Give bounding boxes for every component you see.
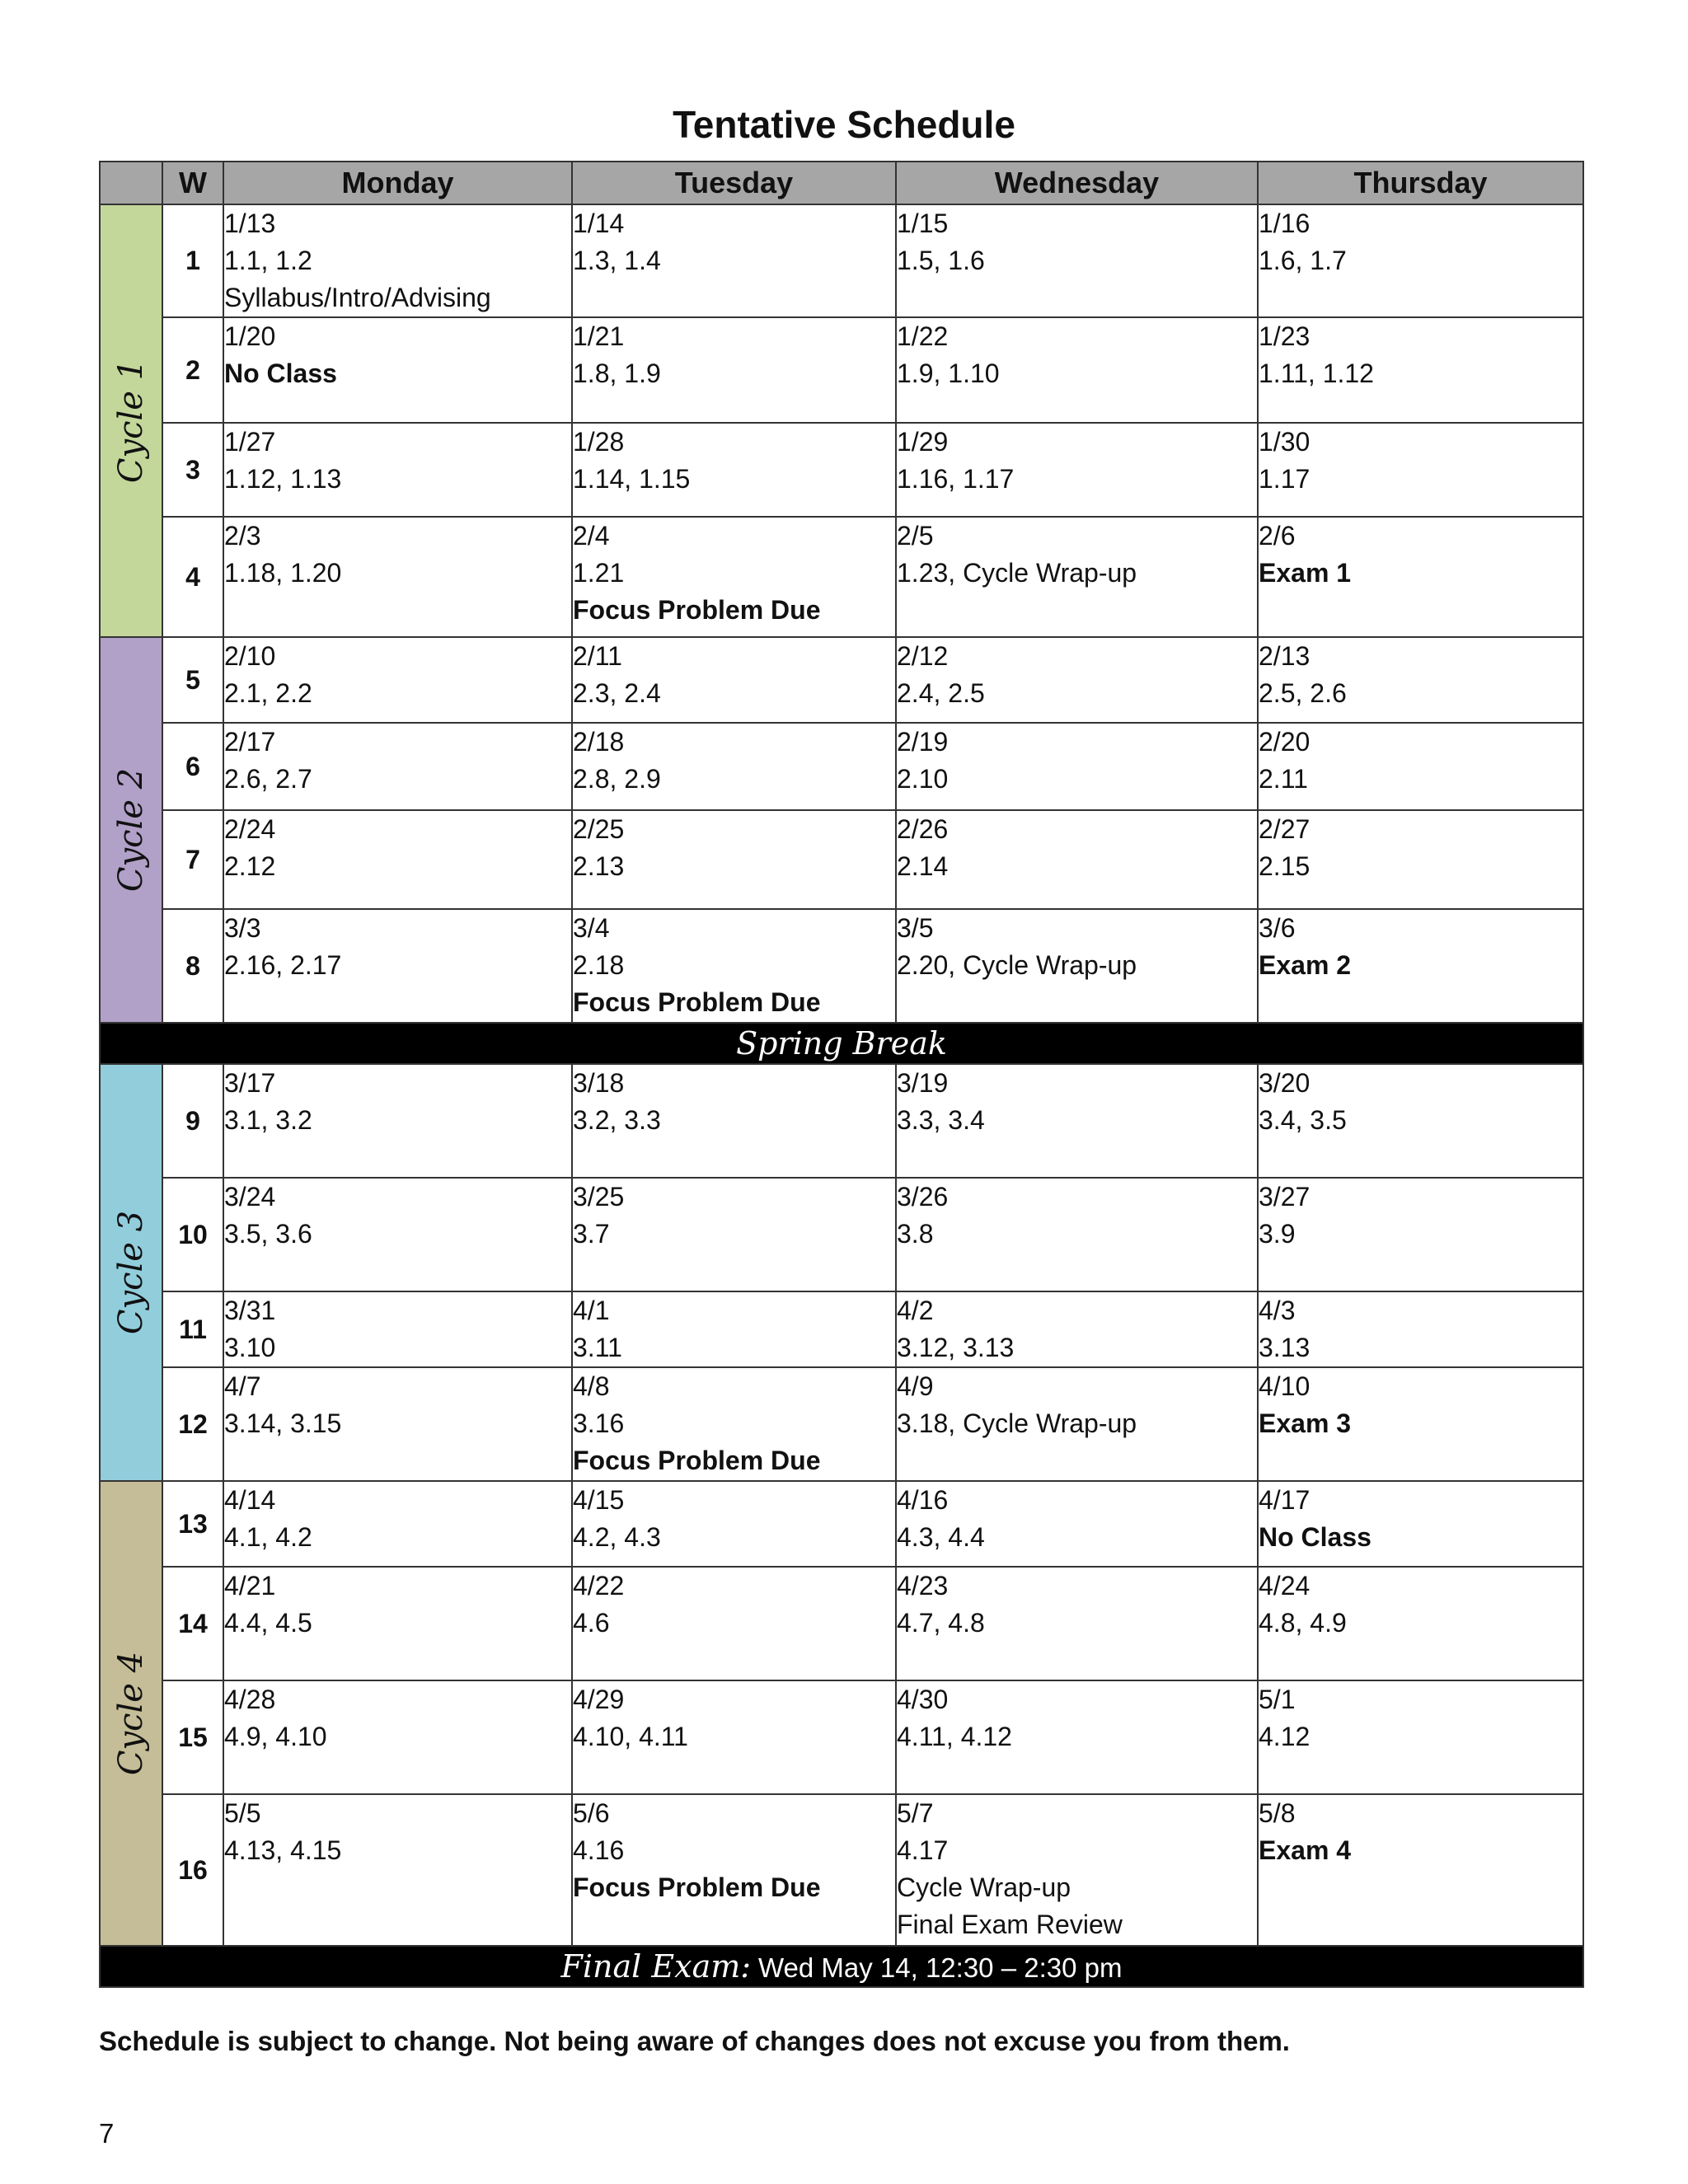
cell-line: 2/18	[573, 727, 625, 757]
monday-cell	[223, 1064, 572, 1178]
monday-cell	[223, 1481, 572, 1567]
cell-line: 2/4	[573, 521, 610, 551]
cell-line: 1.11, 1.12	[1259, 359, 1374, 388]
wednesday-cell	[896, 204, 1258, 317]
tuesday-cell	[572, 517, 896, 637]
tuesday-column-header: Tuesday	[572, 162, 896, 204]
cell-line: 2.16, 2.17	[224, 950, 342, 980]
cycle-label: Cycle 2	[112, 767, 150, 893]
schedule-disclaimer: Schedule is subject to change. Not being aware of changes does not excuse you from them.	[99, 2026, 1290, 2056]
cell-line: 3.11	[573, 1333, 622, 1362]
monday-cell	[223, 204, 572, 317]
thursday-cell	[1258, 909, 1583, 1023]
cell-line: Exam 3	[1259, 1408, 1352, 1438]
wednesday-cell	[896, 1680, 1258, 1794]
week-column-header: W	[162, 162, 223, 204]
cycle-1-band	[100, 204, 162, 637]
wednesday-cell	[896, 1178, 1258, 1291]
week-row	[100, 723, 1583, 810]
cell-line: 3.7	[573, 1219, 610, 1249]
cell-line: 1.14, 1.15	[573, 464, 691, 494]
week-row	[100, 1178, 1583, 1291]
cell-line: 1.3, 1.4	[573, 246, 661, 275]
cell-line: 4/24	[1259, 1571, 1311, 1601]
cell-line: 4.6	[573, 1608, 610, 1638]
cell-line: 3.14, 3.15	[224, 1408, 342, 1438]
wednesday-cell	[896, 1367, 1258, 1481]
cell-line: 4/16	[897, 1485, 949, 1515]
cell-line: 4/28	[224, 1685, 276, 1714]
cell-line: 3.2, 3.3	[573, 1105, 661, 1135]
wednesday-cell	[896, 810, 1258, 909]
cell-line: 2/26	[897, 814, 949, 844]
week-number: 7	[162, 810, 223, 909]
cycle-4-band	[100, 1481, 162, 1946]
thursday-column-header: Thursday	[1258, 162, 1583, 204]
cell-line: Focus Problem Due	[573, 1446, 821, 1475]
cell-line: 1/27	[224, 427, 276, 457]
cell-line: 5/8	[1259, 1798, 1296, 1828]
cell-line: 2.15	[1259, 851, 1311, 881]
cell-line: 1/30	[1259, 427, 1311, 457]
week-row	[100, 810, 1583, 909]
cell-line: 4/22	[573, 1571, 625, 1601]
cell-line: 3/6	[1259, 913, 1296, 943]
spring-break-row-cell	[100, 1023, 1583, 1064]
cell-line: 4/8	[573, 1371, 610, 1401]
cell-line: 4/9	[897, 1371, 934, 1401]
cycle-label: Cycle 4	[112, 1651, 150, 1776]
tuesday-cell	[572, 1481, 896, 1567]
cell-line: 5/1	[1259, 1685, 1296, 1714]
monday-cell	[223, 909, 572, 1023]
wednesday-cell	[896, 1291, 1258, 1367]
cell-line: 3.13	[1259, 1333, 1311, 1362]
cell-line: 3/17	[224, 1068, 276, 1098]
cell-line: 3.16	[573, 1408, 625, 1438]
cell-line: 2.4, 2.5	[897, 678, 985, 708]
cell-line: 4.13, 4.15	[224, 1835, 342, 1865]
tuesday-cell	[572, 204, 896, 317]
cell-line: Syllabus/Intro/Advising	[224, 283, 491, 312]
week-number: 16	[162, 1794, 223, 1946]
wednesday-cell	[896, 1794, 1258, 1946]
thursday-cell	[1258, 1481, 1583, 1567]
cell-line: 3/20	[1259, 1068, 1311, 1098]
cell-line: 3/5	[897, 913, 934, 943]
cell-line: 2/20	[1259, 727, 1311, 757]
week-number: 14	[162, 1567, 223, 1680]
cell-line: 2.3, 2.4	[573, 678, 661, 708]
cell-line: 3.8	[897, 1219, 934, 1249]
monday-cell	[223, 423, 572, 517]
cell-line: 2/5	[897, 521, 934, 551]
cell-line: 2.6, 2.7	[224, 764, 312, 794]
week-number: 1	[162, 204, 223, 317]
week-row	[100, 1291, 1583, 1367]
week-row	[100, 1567, 1583, 1680]
monday-cell	[223, 317, 572, 423]
cell-line: 1.18, 1.20	[224, 558, 342, 588]
monday-cell	[223, 723, 572, 810]
spring-break-row	[100, 1023, 1583, 1064]
cell-line: 1.1, 1.2	[224, 246, 312, 275]
cell-line: 5/6	[573, 1798, 610, 1828]
cell-line: 2/13	[1259, 641, 1311, 671]
page-number: 7	[99, 2118, 115, 2149]
cell-line: 1/16	[1259, 209, 1311, 238]
week-number: 3	[162, 423, 223, 517]
cell-line: 4/1	[573, 1296, 610, 1325]
thursday-cell	[1258, 637, 1583, 723]
thursday-cell	[1258, 810, 1583, 909]
cell-line: 3.10	[224, 1333, 276, 1362]
cell-line: 3/4	[573, 913, 610, 943]
tuesday-cell	[572, 1178, 896, 1291]
cell-line: 1/29	[897, 427, 949, 457]
cell-line: 2.14	[897, 851, 949, 881]
cell-line: 1/15	[897, 209, 949, 238]
wednesday-cell	[896, 637, 1258, 723]
wednesday-cell	[896, 1567, 1258, 1680]
cell-line: 1/20	[224, 321, 276, 351]
cell-line: 3/3	[224, 913, 261, 943]
week-number: 10	[162, 1178, 223, 1291]
cell-line: Focus Problem Due	[573, 1872, 821, 1902]
cell-line: 1.23, Cycle Wrap-up	[897, 558, 1137, 588]
cell-line: 1/22	[897, 321, 949, 351]
week-row	[100, 1680, 1583, 1794]
cell-line: 3.12, 3.13	[897, 1333, 1015, 1362]
thursday-cell	[1258, 1178, 1583, 1291]
tuesday-cell	[572, 1794, 896, 1946]
cycle-2-band	[100, 637, 162, 1023]
cell-line: 4.9, 4.10	[224, 1722, 327, 1751]
wednesday-cell	[896, 317, 1258, 423]
final-exam-detail: Wed May 14, 12:30 – 2:30 pm	[757, 1952, 1123, 1983]
week-number: 5	[162, 637, 223, 723]
thursday-cell	[1258, 517, 1583, 637]
cell-line: 3/27	[1259, 1182, 1311, 1212]
tuesday-cell	[572, 1064, 896, 1178]
thursday-cell	[1258, 317, 1583, 423]
final-exam-label: Final Exam:	[560, 1948, 752, 1985]
tuesday-cell	[572, 423, 896, 517]
thursday-cell	[1258, 1567, 1583, 1680]
cell-line: 1/13	[224, 209, 276, 238]
tuesday-cell	[572, 1680, 896, 1794]
cell-line: 3.18, Cycle Wrap-up	[897, 1408, 1137, 1438]
cell-line: 4.2, 4.3	[573, 1522, 661, 1552]
wednesday-cell	[896, 1064, 1258, 1178]
cell-line: 4.17	[897, 1835, 949, 1865]
wednesday-cell	[896, 1481, 1258, 1567]
cell-line: 3/26	[897, 1182, 949, 1212]
cell-line: 2/6	[1259, 521, 1296, 551]
monday-cell	[223, 517, 572, 637]
cell-line: 2.5, 2.6	[1259, 678, 1347, 708]
cell-line: 4.7, 4.8	[897, 1608, 985, 1638]
week-number: 2	[162, 317, 223, 423]
schedule-table	[99, 161, 1584, 1988]
week-row	[100, 1794, 1583, 1946]
cell-line: No Class	[224, 359, 337, 388]
cell-line: 4/15	[573, 1485, 625, 1515]
cell-line: 2.13	[573, 851, 625, 881]
cell-line: 3.3, 3.4	[897, 1105, 985, 1135]
monday-cell	[223, 810, 572, 909]
thursday-cell	[1258, 723, 1583, 810]
cycle-label: Cycle 1	[112, 359, 150, 483]
week-row	[100, 1367, 1583, 1481]
cell-line: 4/14	[224, 1485, 276, 1515]
cell-line: 4/21	[224, 1571, 276, 1601]
cell-line: 1.9, 1.10	[897, 359, 1000, 388]
cell-line: 4.3, 4.4	[897, 1522, 985, 1552]
tuesday-cell	[572, 810, 896, 909]
page-title: Tentative Schedule	[673, 103, 1015, 146]
cell-line: No Class	[1259, 1522, 1372, 1552]
tuesday-cell	[572, 723, 896, 810]
cell-line: 3.9	[1259, 1219, 1296, 1249]
tuesday-cell	[572, 1567, 896, 1680]
cell-line: 4/30	[897, 1685, 949, 1714]
week-row	[100, 909, 1583, 1023]
cell-line: 2.12	[224, 851, 276, 881]
wednesday-cell	[896, 723, 1258, 810]
week-number: 13	[162, 1481, 223, 1567]
cell-line: 1.12, 1.13	[224, 464, 342, 494]
thursday-cell	[1258, 1680, 1583, 1794]
cell-line: 4/17	[1259, 1485, 1311, 1515]
week-number: 8	[162, 909, 223, 1023]
cell-line: 2.18	[573, 950, 625, 980]
cell-line: Focus Problem Due	[573, 595, 821, 625]
wednesday-cell	[896, 909, 1258, 1023]
cycle-label: Cycle 3	[112, 1210, 150, 1335]
final-exam-row-cell	[100, 1946, 1583, 1987]
cell-line: 2/11	[573, 641, 622, 671]
week-row	[100, 1064, 1583, 1178]
cell-line: 4.11, 4.12	[897, 1722, 1012, 1751]
cell-line: 2/19	[897, 727, 949, 757]
cell-line: 1/28	[573, 427, 625, 457]
wednesday-column-header: Wednesday	[896, 162, 1258, 204]
week-row	[100, 637, 1583, 723]
cell-line: 4.10, 4.11	[573, 1722, 688, 1751]
cell-line: 2/10	[224, 641, 276, 671]
cell-line: 1.5, 1.6	[897, 246, 985, 275]
cell-line: 3.5, 3.6	[224, 1219, 312, 1249]
cell-line: 3.1, 3.2	[224, 1105, 312, 1135]
cell-line: 2.10	[897, 764, 949, 794]
cell-line: 2/25	[573, 814, 625, 844]
cell-line: 3/25	[573, 1182, 625, 1212]
cell-line: 4/29	[573, 1685, 625, 1714]
cell-line: 4/2	[897, 1296, 934, 1325]
cell-line: 5/5	[224, 1798, 261, 1828]
cell-line: Focus Problem Due	[573, 987, 821, 1017]
tuesday-cell	[572, 1367, 896, 1481]
cell-line: 1/14	[573, 209, 625, 238]
week-number: 4	[162, 517, 223, 637]
spring-break-label: Spring Break	[736, 1025, 947, 1062]
tuesday-cell	[572, 317, 896, 423]
monday-cell	[223, 637, 572, 723]
cell-line: 2/3	[224, 521, 261, 551]
cell-line: Final Exam Review	[897, 1910, 1123, 1939]
cell-line: 4.12	[1259, 1722, 1311, 1751]
cell-line: Exam 1	[1259, 558, 1352, 588]
thursday-cell	[1258, 1291, 1583, 1367]
week-number: 6	[162, 723, 223, 810]
cell-line: 4.16	[573, 1835, 625, 1865]
cell-line: 4/23	[897, 1571, 949, 1601]
week-row	[100, 423, 1583, 517]
monday-column-header: Monday	[223, 162, 572, 204]
cell-line: 1.6, 1.7	[1259, 246, 1347, 275]
thursday-cell	[1258, 1064, 1583, 1178]
final-exam-row	[100, 1946, 1583, 1987]
cell-line: 2/27	[1259, 814, 1311, 844]
cell-line: 2.20, Cycle Wrap-up	[897, 950, 1137, 980]
cell-line: 3/24	[224, 1182, 276, 1212]
cell-line: Exam 4	[1259, 1835, 1352, 1865]
cell-line: 1/21	[573, 321, 625, 351]
monday-cell	[223, 1178, 572, 1291]
tuesday-cell	[572, 1291, 896, 1367]
cell-line: 4/10	[1259, 1371, 1311, 1401]
cell-line: 4.8, 4.9	[1259, 1608, 1347, 1638]
cell-line: 1.17	[1259, 464, 1311, 494]
thursday-cell	[1258, 204, 1583, 317]
cell-line: 3/31	[224, 1296, 276, 1325]
cell-line: 3/18	[573, 1068, 625, 1098]
header-row	[100, 162, 1583, 204]
tuesday-cell	[572, 909, 896, 1023]
thursday-cell	[1258, 1794, 1583, 1946]
monday-cell	[223, 1794, 572, 1946]
cell-line: 5/7	[897, 1798, 934, 1828]
cell-line: 1/23	[1259, 321, 1311, 351]
thursday-cell	[1258, 1367, 1583, 1481]
wednesday-cell	[896, 517, 1258, 637]
cell-line: Exam 2	[1259, 950, 1352, 980]
wednesday-cell	[896, 423, 1258, 517]
week-row	[100, 517, 1583, 637]
cell-line: Cycle Wrap-up	[897, 1872, 1071, 1902]
monday-cell	[223, 1367, 572, 1481]
cell-line: 2/24	[224, 814, 276, 844]
week-row	[100, 317, 1583, 423]
week-number: 9	[162, 1064, 223, 1178]
cycle-header-cell	[100, 162, 162, 204]
thursday-cell	[1258, 423, 1583, 517]
cell-line: 2.11	[1259, 764, 1308, 794]
monday-cell	[223, 1680, 572, 1794]
cell-line: 1.8, 1.9	[573, 359, 661, 388]
cell-line: 3/19	[897, 1068, 949, 1098]
week-number: 12	[162, 1367, 223, 1481]
week-number: 15	[162, 1680, 223, 1794]
cell-line: 3.4, 3.5	[1259, 1105, 1347, 1135]
cycle-3-band	[100, 1064, 162, 1481]
cell-line: 4.4, 4.5	[224, 1608, 312, 1638]
week-row	[100, 204, 1583, 317]
monday-cell	[223, 1291, 572, 1367]
cell-line: 2.1, 2.2	[224, 678, 312, 708]
cell-line: 4/7	[224, 1371, 261, 1401]
cell-line: 4.1, 4.2	[224, 1522, 312, 1552]
cell-line: 4/3	[1259, 1296, 1296, 1325]
cell-line: 2.8, 2.9	[573, 764, 661, 794]
cell-line: 1.16, 1.17	[897, 464, 1015, 494]
monday-cell	[223, 1567, 572, 1680]
week-row	[100, 1481, 1583, 1567]
tuesday-cell	[572, 637, 896, 723]
cell-line: 2/17	[224, 727, 276, 757]
week-number: 11	[162, 1291, 223, 1367]
cell-line: 2/12	[897, 641, 949, 671]
cell-line: 1.21	[573, 558, 625, 588]
